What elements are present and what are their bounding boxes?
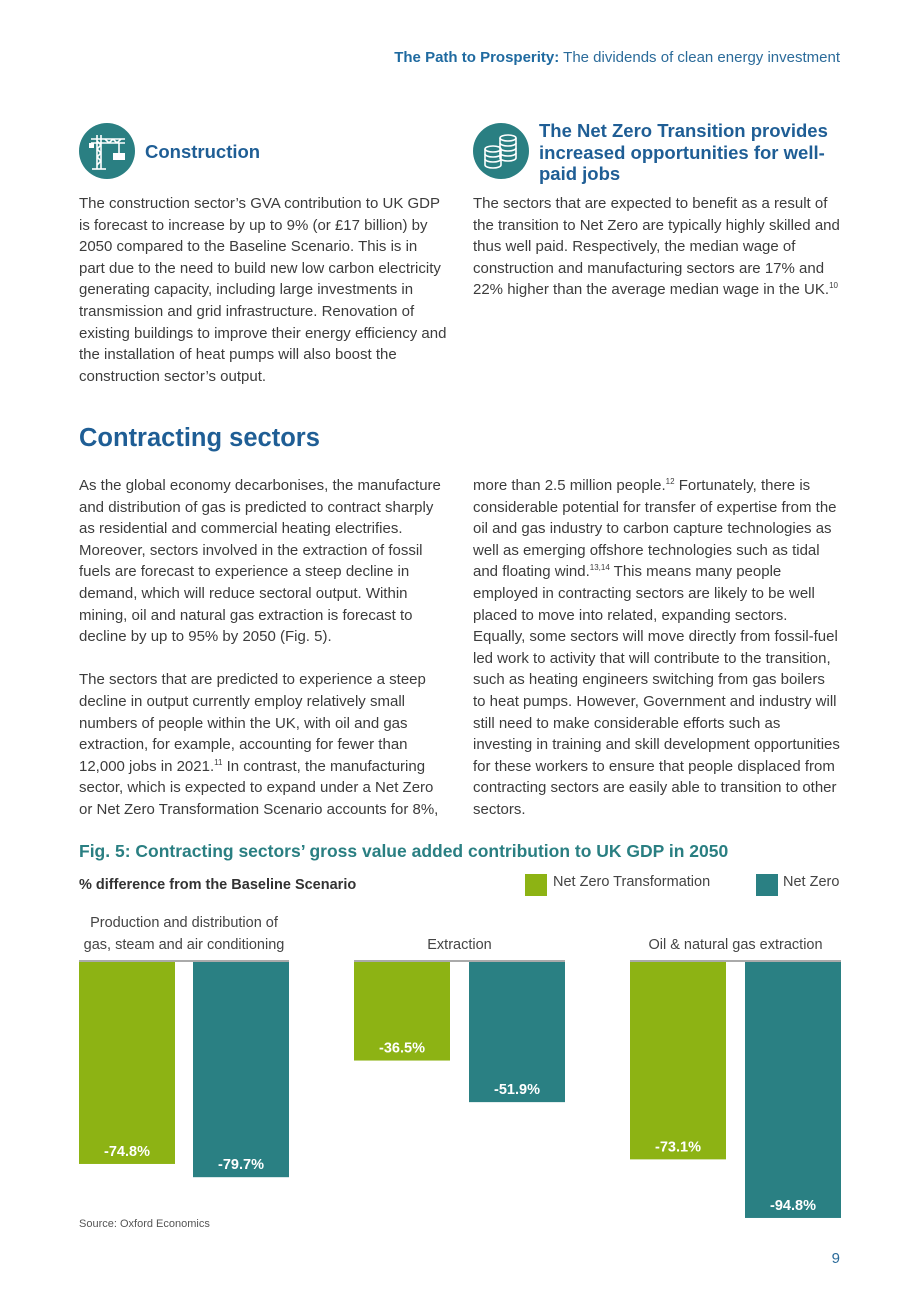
category-label: Oil & natural gas extraction <box>648 937 823 953</box>
legend-label-nz: Net Zero <box>783 874 840 890</box>
source-note: Source: Oxford Economics <box>79 1218 210 1230</box>
bar <box>745 962 841 1218</box>
header-bold: The Path to Prosperity: <box>394 49 560 66</box>
data-label: -74.8% <box>104 1143 150 1160</box>
netzero-heading: The Net Zero Transition provides increased opportunities for well-paid jobs <box>539 120 828 184</box>
construction-body: The construction sector’s GVA contribution to UK GDP is forecast to increase by up to 9% (or £17 billion) by 2050 compared to the Baseline Scenario. This is in part due to the need to build new low carbon electricity generating capacity, including large investments in transmission and grid infrastructure. Renovation of existing buildings to improve their energy efficiency and the installation of heat pumps will also boost the construction sector’s output. <box>79 195 447 385</box>
paragraph-text: The sectors that are predicted to experience a steep decline in output currently employ relatively small numbers of people within the UK, with oil and gas extraction, for example, accounting for fewer than 12,000 jobs in 2021. <box>79 671 426 775</box>
figure-title: Fig. 5: Contracting sectors’ gross value added contribution to UK GDP in 2050 <box>79 841 729 861</box>
paragraph: As the global economy decarbonises, the manufacture and distribution of gas is predicted to contract sharply as residential and commercial heating electrifies. Moreover, sectors involved in the extraction of fossil fuels are forecast to experience a steep decline in demand, which will reduce sectoral output. Within mining, oil and natural gas extraction is forecast to decline by up to 95% by 2050 (Fig. 5). <box>79 477 441 646</box>
page-number: 9 <box>831 1250 840 1267</box>
netzero-text: The sectors that are expected to benefit as a result of the transition to Net Zero are typically highly skilled and thus well paid. Respectively, the median wage of construction and manufacturing sectors are 17% and 22% higher than the average median wage in the UK. <box>473 195 840 299</box>
footnote-ref: 13,14 <box>589 563 610 573</box>
paragraph-text: In contrast, the manufacturing sector, which is expected to expand under a Net Zero or Net Zero Transformation Scenario accounts for 8%, <box>79 757 439 818</box>
bar <box>469 962 565 1102</box>
bar <box>630 962 726 1159</box>
data-label: -51.9% <box>494 1082 540 1099</box>
footnote-ref: 12 <box>665 477 675 486</box>
paragraph-text: Fortunately, there is considerable potential for transfer of expertise from the oil and gas industry to carbon capture technologies as well as emerging offshore technologies such as tidal and floating wind. <box>473 477 837 581</box>
category-label: gas, steam and air conditioning <box>83 937 285 953</box>
legend-label-nzt: Net Zero Transformation <box>553 874 711 890</box>
construction-heading: Construction <box>145 141 261 162</box>
category-label: Production and distribution of <box>90 915 278 931</box>
category-label: Extraction <box>427 937 492 953</box>
bar <box>79 962 175 1164</box>
footnote-ref: 10 <box>829 281 838 291</box>
section-heading: Contracting sectors <box>79 424 320 452</box>
data-label: -36.5% <box>379 1040 425 1057</box>
header-rest: The dividends of clean energy investment <box>559 49 840 66</box>
figure-subtitle: % difference from the Baseline Scenario <box>79 877 357 893</box>
paragraph-text: This means many people employed in contracting sectors are likely to be well placed to move into related, expanding sectors. Equally, some sectors will move directly from fossil-fuel led work to activity that will contribute to the transition, such as heating engineers switching from gas boilers to heat pumps. However, Government and industry will still need to make considerable efforts such as investing in training and skill development opportunities for these workers to ensure that people displaced from contracting sectors are easily able to transition to other sectors. <box>473 563 840 818</box>
data-label: -73.1% <box>655 1139 701 1156</box>
data-label: -94.8% <box>770 1197 816 1214</box>
bar <box>193 962 289 1177</box>
footnote-ref: 11 <box>214 757 223 767</box>
data-label: -79.7% <box>218 1157 264 1174</box>
paragraph-text: more than 2.5 million people. <box>473 477 666 494</box>
